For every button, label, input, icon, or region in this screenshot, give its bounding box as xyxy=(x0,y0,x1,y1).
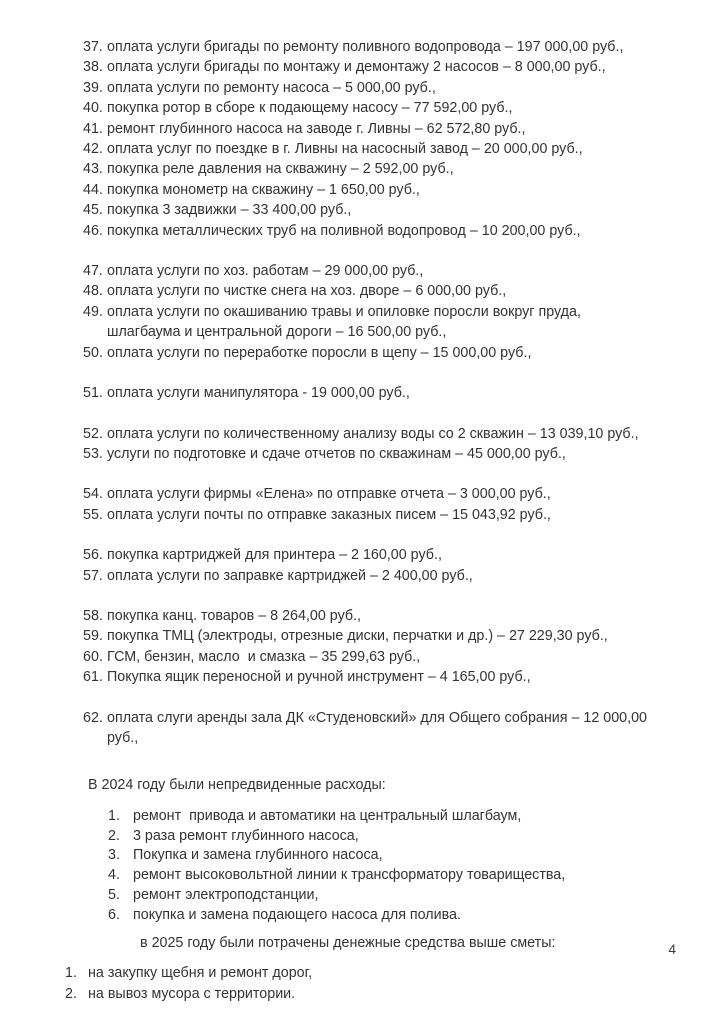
list-item-number: 4. xyxy=(108,867,120,884)
expense-number: 37. xyxy=(83,39,103,55)
expense-item-39 xyxy=(83,78,654,98)
expense-item-51 xyxy=(83,383,654,403)
expense-item-62 xyxy=(83,708,654,749)
expense-text: покупка металлических труб на поливной водопровод – 10 200,00 руб., xyxy=(107,222,581,239)
expense-text: оплата услуги фирмы «Елена» по отправке отчета – 3 000,00 руб., xyxy=(107,486,551,503)
expense-number: 45. xyxy=(83,202,103,219)
expense-number: 38. xyxy=(83,59,103,76)
expense-item-41 xyxy=(83,119,654,139)
expense-number: 47. xyxy=(83,263,103,280)
expense-text: оплата услуги по хоз. работам – 29 000,00 руб., xyxy=(107,263,424,280)
list-item-number: 6. xyxy=(108,906,120,923)
expense-text: покупка монометр на скважину – 1 650,00 руб., xyxy=(107,181,420,198)
expense-text: ремонт глубинного насоса на заводе г. Ливны – 62 572,80 руб., xyxy=(107,120,526,137)
list-item-number: 5. xyxy=(108,886,120,903)
expense-text: оплата услуги по ремонту насоса – 5 000,00 руб., xyxy=(107,79,436,96)
expense-item-55 xyxy=(83,505,654,525)
expense-number: 54. xyxy=(83,486,103,503)
expense-item-50 xyxy=(83,343,654,363)
expense-item-42 xyxy=(83,139,654,159)
expense-number: 46. xyxy=(83,222,103,239)
expense-text: оплата услуги по чистке снега на хоз. дворе – 6 000,00 руб., xyxy=(107,283,507,300)
section-heading-2025: в 2025 году были потрачены денежные средства выше сметы: xyxy=(140,934,556,951)
expense-text: оплата услуги по переработке поросли в щепу – 15 000,00 руб., xyxy=(107,344,532,361)
expense-text: оплата услуги по заправке картриджей – 2 400,00 руб., xyxy=(107,567,473,584)
expense-text: покупка картриджей для принтера – 2 160,00 руб., xyxy=(107,547,442,564)
list-item xyxy=(108,866,654,886)
expense-item-57 xyxy=(83,566,654,586)
section-heading-2024: В 2024 году были непредвиденные расходы: xyxy=(88,777,386,794)
expense-number: 49. xyxy=(83,303,103,320)
expense-item-61 xyxy=(83,667,654,687)
expense-item-37 xyxy=(83,37,654,57)
expense-item-44 xyxy=(83,180,654,200)
list-item xyxy=(108,807,654,827)
list-item-text: 3 раза ремонт глубинного насоса, xyxy=(133,827,359,844)
expense-number: 53. xyxy=(83,445,103,462)
list-item xyxy=(65,984,654,1005)
expense-item-56 xyxy=(83,545,654,565)
expense-text: оплата услуги почты по отправке заказных писем – 15 043,92 руб., xyxy=(107,506,551,523)
expense-number: 40. xyxy=(83,100,103,117)
expense-text: покупка реле давления на скважину – 2 592,00 руб., xyxy=(107,161,454,178)
expense-list xyxy=(83,37,654,748)
expense-number: 60. xyxy=(83,648,103,665)
page-number: 4 xyxy=(668,942,676,957)
expense-text: оплата услуг по поездке в г. Ливны на насосный завод – 20 000,00 руб., xyxy=(107,141,583,158)
expense-number: 50. xyxy=(83,344,103,361)
expense-item-53 xyxy=(83,444,654,464)
expense-item-40 xyxy=(83,98,654,118)
list-item-number: 2. xyxy=(65,985,77,1002)
list-item-text: Покупка и замена глубинного насоса, xyxy=(133,847,383,864)
list-item-text: ремонт высоковольтной линии к трансформатору товарищества, xyxy=(133,867,566,884)
list-item xyxy=(108,906,654,926)
expense-text: оплата услуги бригады по ремонту поливного водопровода – 197 000,00 руб., xyxy=(107,39,624,55)
expense-number: 52. xyxy=(83,425,103,442)
expense-number: 56. xyxy=(83,547,103,564)
overspend-list-2025 xyxy=(65,963,654,1005)
expense-item-38 xyxy=(83,57,654,77)
expense-text: покупка ТМЦ (электроды, отрезные диски, перчатки и др.) – 27 229,30 руб., xyxy=(107,628,608,645)
expense-number: 41. xyxy=(83,120,103,137)
expense-item-46 xyxy=(83,221,654,241)
expense-number: 59. xyxy=(83,628,103,645)
expense-text: услуги по подготовке и сдаче отчетов по скважинам – 45 000,00 руб., xyxy=(107,445,566,462)
expense-number: 51. xyxy=(83,385,103,402)
expense-text: покупка ротор в сборе к подающему насосу – 77 592,00 руб., xyxy=(107,100,513,117)
expense-item-60 xyxy=(83,647,654,667)
expense-text: оплата услуги бригады по монтажу и демонтажу 2 насосов – 8 000,00 руб., xyxy=(107,59,606,76)
list-item-number: 2. xyxy=(108,827,120,844)
list-item-number: 3. xyxy=(108,847,120,864)
list-item xyxy=(108,886,654,906)
list-item-number: 1. xyxy=(108,807,120,824)
expense-text: оплата услуги манипулятора - 19 000,00 руб., xyxy=(107,385,410,402)
expense-item-54 xyxy=(83,484,654,504)
expense-number: 57. xyxy=(83,567,103,584)
expense-number: 39. xyxy=(83,79,103,96)
list-item-text: покупка и замена подающего насоса для полива. xyxy=(133,906,461,923)
expense-text: покупка канц. товаров – 8 264,00 руб., xyxy=(107,607,362,624)
expense-text: ГСМ, бензин, масло и смазка – 35 299,63 руб., xyxy=(107,648,421,665)
list-item xyxy=(108,827,654,847)
expense-item-45 xyxy=(83,200,654,220)
expense-number: 48. xyxy=(83,283,103,300)
expense-item-59 xyxy=(83,626,654,646)
expense-item-52 xyxy=(83,424,654,444)
expense-text: оплата слуги аренды зала ДК «Студеновский» для Общего собрания – 12 000,00 руб., xyxy=(107,709,651,746)
expense-number: 44. xyxy=(83,181,103,198)
list-item-number: 1. xyxy=(65,964,77,981)
expense-text: Покупка ящик переносной и ручной инструмент – 4 165,00 руб., xyxy=(107,669,531,686)
list-item xyxy=(65,963,654,984)
expense-text: оплата услуги по количественному анализу воды со 2 скважин – 13 039,10 руб., xyxy=(107,425,639,442)
expense-number: 43. xyxy=(83,161,103,178)
list-item-text: ремонт электроподстанции, xyxy=(133,886,319,903)
expense-number: 42. xyxy=(83,141,103,158)
expense-number: 58. xyxy=(83,607,103,624)
expense-item-49 xyxy=(83,302,654,343)
expense-text: покупка 3 задвижки – 33 400,00 руб., xyxy=(107,202,352,219)
expense-item-58 xyxy=(83,606,654,626)
expense-number: 62. xyxy=(83,709,103,726)
unforeseen-expenses-list-2024 xyxy=(108,807,654,926)
expense-number: 55. xyxy=(83,506,103,523)
list-item-text: на закупку щебня и ремонт дорог, xyxy=(88,964,313,981)
list-item-text: ремонт привода и автоматики на центральный шлагбаум, xyxy=(133,807,522,824)
expense-number: 61. xyxy=(83,669,103,686)
expense-item-43 xyxy=(83,159,654,179)
expense-item-47 xyxy=(83,261,654,281)
list-item-text: на вывоз мусора с территории. xyxy=(88,985,296,1002)
expense-item-48 xyxy=(83,281,654,301)
list-item xyxy=(108,846,654,866)
expense-text: оплата услуги по окашиванию травы и опиловке поросли вокруг пруда, шлагбаума и центральной дороги – 16 500,00 руб., xyxy=(107,303,585,341)
